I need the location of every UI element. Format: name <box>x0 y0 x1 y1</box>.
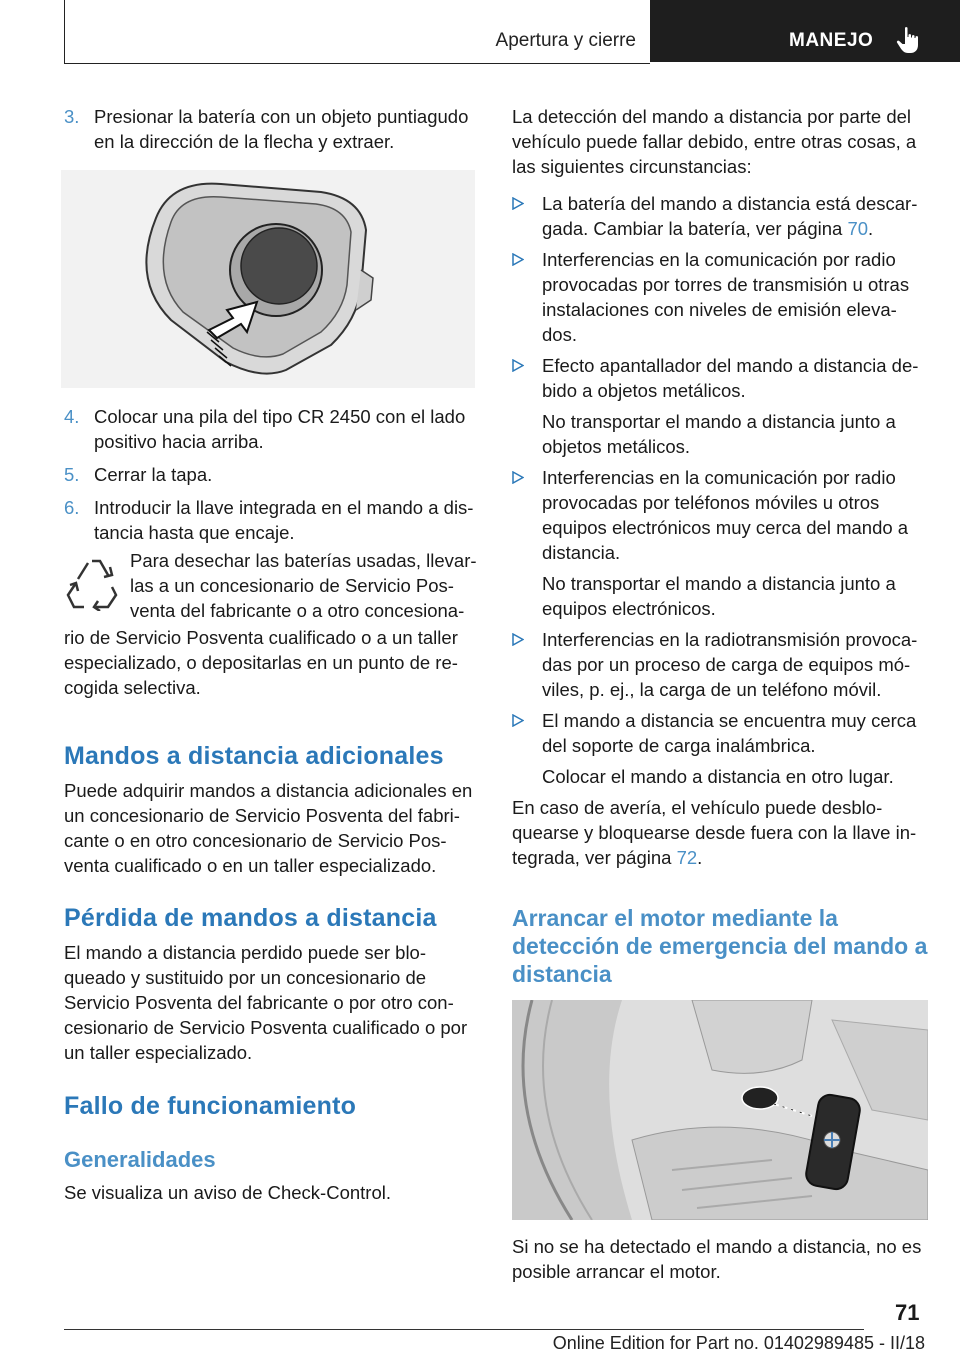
bullet-text: Efecto apantallador del mando a distancia de‐bido a objetos metálicos. <box>542 355 919 401</box>
step-text: Colocar una pila del tipo CR 2450 con el lado positivo hacia arriba. <box>94 406 466 452</box>
paragraph-perdida-mandos: El mando a distancia perdido puede ser blo‐queado y sustituido por un concesionario de Servicio Posventa del fabricante o por otro con‐cesionario de Servicio Posventa cualificado o por un taller especializado. <box>64 942 468 1063</box>
bullet-subtext: No transportar el mando a distancia junto a equipos electrónicos. <box>542 573 896 619</box>
step-4 <box>64 404 480 454</box>
right-column <box>512 104 928 876</box>
footer-edition: Online Edition for Part no. 01402989485 - II/18 <box>552 1333 925 1353</box>
bullet-subtext: No transportar el mando a distancia junto a objetos metálicos. <box>542 411 896 457</box>
bullet-text: La batería del mando a distancia está descar‐gada. Cambiar la batería, ver página <box>542 193 918 239</box>
left-column-steps <box>64 404 480 553</box>
heading-perdida-mandos: Pérdida de mandos a distancia <box>64 904 437 932</box>
header-section-title: Apertura y cierre <box>495 30 636 51</box>
step-3 <box>64 104 480 154</box>
bullet-text: Interferencias en la comunicación por radio provocadas por torres de transmisión u otras instalaciones con niveles de emisión eleva‐dos. <box>542 249 910 345</box>
recycle-note-top: Para desechar las baterías usadas, llevar‐las a un concesionario de Servicio Pos‐venta del fabricante o a otro concesiona‐ <box>130 550 477 621</box>
header-chapter-label: MANEJO <box>789 30 874 51</box>
header-rule-bottom <box>64 63 650 64</box>
paragraph-mandos-adicionales: Puede adquirir mandos a distancia adicionales en un concesionario de Servicio Posventa del fabri‐cante o en otro concesionario de Servicio Pos‐venta cualificado o en un taller especializado. <box>64 780 473 876</box>
heading-fallo-funcionamiento: Fallo de funcionamiento <box>64 1092 357 1120</box>
bullet-3 <box>512 353 928 459</box>
paragraph-averia <box>512 795 928 870</box>
emergency-detection-drawing <box>512 1000 928 1220</box>
bullet-triangle-icon <box>512 359 524 372</box>
page-link-72[interactable]: 72 <box>676 847 698 868</box>
bullet-triangle-icon <box>512 253 524 266</box>
heading-arrancar-motor: Arrancar el motor mediante la detección de emergencia del mando a distancia <box>512 905 928 987</box>
bullet-text: Interferencias en la radiotransmisión provoca‐das por un proceso de carga de equipos mó‐viles, p. ej., la carga de un teléfono móvil. <box>542 629 918 700</box>
page-link-70[interactable]: 70 <box>847 218 869 239</box>
intro-paragraph: La detección del mando a distancia por parte del vehículo puede fallar debido, entre otras cosas, a las siguientes circunstancias: <box>512 106 917 177</box>
bullet-1 <box>512 191 928 241</box>
heading-mandos-adicionales: Mandos a distancia adicionales <box>64 742 444 770</box>
step-number: 4. <box>64 406 80 427</box>
bullet-4 <box>512 465 928 621</box>
recycle-note-rest: rio de Servicio Posventa cualificado o a un taller especializado, o depositarlas en un punto de re‐cogida selectiva. <box>64 627 458 698</box>
paragraph-final: Si no se ha detectado el mando a distancia, no es posible arrancar el motor. <box>512 1236 922 1282</box>
step-text: Introducir la llave integrada en el mando a dis‐tancia hasta que encaje. <box>94 497 474 543</box>
step-5 <box>64 462 480 487</box>
paragraph-generalidades: Se visualiza un aviso de Check-Control. <box>64 1182 391 1203</box>
left-column <box>64 104 480 162</box>
averia-end: . <box>697 847 703 868</box>
bullet-6 <box>512 708 928 789</box>
page-number: 71 <box>895 1300 920 1325</box>
pointing-hand-icon <box>896 26 920 54</box>
bullet-2 <box>512 247 928 347</box>
header-rule-left <box>64 0 65 64</box>
step-text: Cerrar la tapa. <box>94 464 213 485</box>
averia-text: En caso de avería, el vehículo puede desblo‐quearse y bloquearse desde fuera con la llave in‐tegrada, ver página <box>512 797 917 868</box>
step-number: 6. <box>64 497 80 518</box>
bullet-text: Interferencias en la comunicación por radio provocadas por teléfonos móviles u otros equipos electrónicos muy cerca del mando a distancia. <box>542 467 909 563</box>
key-fob-battery-illustration <box>61 170 475 388</box>
step-6 <box>64 495 480 545</box>
bullet-triangle-icon <box>512 633 524 646</box>
header-chapter-tab[interactable] <box>650 0 960 62</box>
bullet-end: . <box>868 218 874 239</box>
bullet-triangle-icon <box>512 714 524 727</box>
recycle-icon <box>66 555 118 611</box>
bullet-text: El mando a distancia se encuentra muy cerca del soporte de carga inalámbrica. <box>542 710 917 756</box>
step-text: Presionar la batería con un objeto puntiagudo en la dirección de la flecha y extraer. <box>94 106 469 152</box>
bullet-5 <box>512 627 928 702</box>
bullet-triangle-icon <box>512 197 524 210</box>
emergency-detection-illustration <box>512 1000 928 1220</box>
heading-generalidades: Generalidades <box>64 1147 216 1172</box>
footer-rule <box>64 1329 864 1330</box>
bullet-subtext: Colocar el mando a distancia en otro lugar. <box>542 766 894 787</box>
step-number: 5. <box>64 464 80 485</box>
bullet-triangle-icon <box>512 471 524 484</box>
step-number: 3. <box>64 106 80 127</box>
key-fob-battery-drawing <box>61 170 475 388</box>
